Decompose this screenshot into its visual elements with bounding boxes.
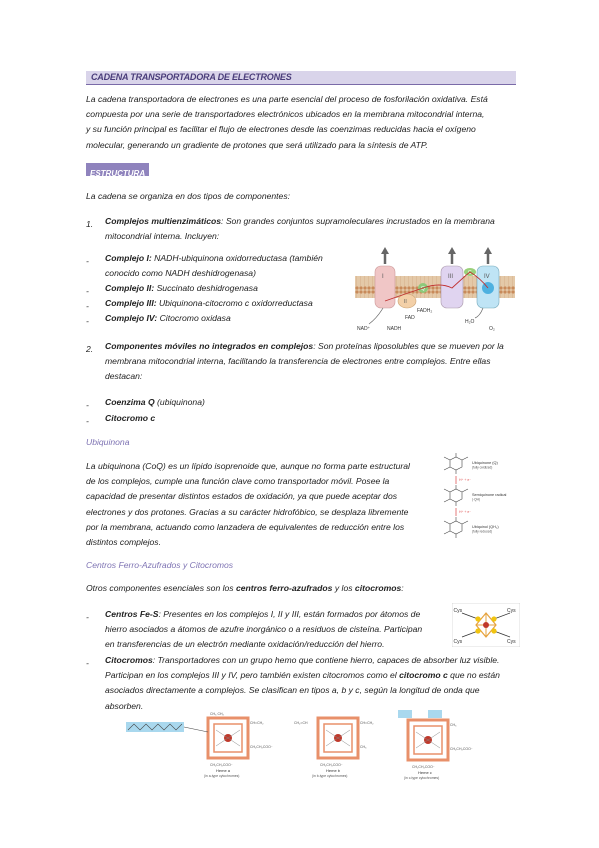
intro-line: molecular, generando un gradiente de protones que será utilizado para la síntesis de ATP. (86, 139, 428, 150)
ubiquinone-redox-figure (432, 452, 517, 552)
item2-text: : Son proteínas liposolubles que se mueven por la (313, 341, 504, 351)
intro-line: La cadena transportadora de electrones es una parte esencial del proceso de fosforilación oxidativa. Está (86, 94, 488, 104)
sulfur-atom (491, 616, 496, 621)
dash: - (86, 400, 89, 410)
fes-line: hierro asociados a átomos de azufre inorgánico o a residuos de cisteína. Participan (105, 624, 423, 635)
dash: - (86, 316, 89, 326)
title-bar (86, 71, 516, 85)
semiquinone-label: Semiquinone radical (472, 493, 507, 497)
fe-intro-b: centros ferro-azufrados (236, 583, 333, 593)
mobile-1 (105, 395, 205, 410)
intro-line: y su función principal es facilitar el flujo de electrones desde las coenzimas reducidas hacia el oxígeno (86, 124, 476, 135)
item1-text: : Son grandes conjuntos supramoleculares incrustados en la membrana (221, 216, 495, 226)
complex-2-text: Succinato deshidrogenasa (154, 283, 258, 293)
fe-intro-d: citocromos (354, 583, 402, 593)
complex-1-text2: conocido como NADH deshidrogenasa) (105, 268, 256, 279)
svg-text:CH₂=CH: CH₂=CH (294, 721, 308, 725)
item1-text2: mitocondrial interna. Incluyen: (105, 231, 220, 242)
fes-paragraph (105, 607, 447, 653)
svg-text:H⁺ + e⁻: H⁺ + e⁻ (459, 510, 472, 514)
svg-text:CH=CH₂: CH=CH₂ (360, 721, 374, 725)
complex-3-text: Ubiquinona-citocromo c oxidorreductasa (156, 298, 313, 308)
fes-line: en transferencias de un electrón mediante oxidación/reducción del hierro. (105, 639, 385, 650)
svg-text:CH₂CH₂COO⁻: CH₂CH₂COO⁻ (412, 765, 435, 769)
svg-text:CH₂CH₂COO⁻: CH₂CH₂COO⁻ (450, 747, 473, 751)
electron-transport-chain-figure (355, 246, 515, 334)
svg-text:CH₃: CH₃ (450, 723, 457, 727)
fadh2-label: FADH₂ (417, 308, 433, 314)
sulfur-atom (475, 628, 480, 633)
heme-c (398, 710, 473, 780)
cys-label: Cys (507, 608, 516, 614)
complex-i-label: I (382, 274, 384, 280)
complex-4-bold: Complejo IV: (105, 313, 158, 323)
item2-text2: membrana mitocondrial interna, facilitando la transferencia de electrones entre complejos. Entre ellas (105, 356, 491, 367)
svg-text:CH₂CH₂COO⁻: CH₂CH₂COO⁻ (250, 745, 273, 749)
complex-iv-label: IV (484, 274, 490, 280)
dash: - (86, 612, 89, 622)
ubiquinol-sublabel: (fully reduced) (472, 529, 493, 534)
heme-a-sublabel: (in a-type cytochromes) (204, 774, 240, 778)
heme-a (184, 712, 273, 778)
section-tag (86, 163, 149, 176)
ubiquinol-label: Ubiquinol (QH₂) (472, 525, 499, 529)
fe-intro (86, 581, 404, 596)
sulfur-atom (491, 628, 496, 633)
mobile-1-text: (ubiquinona) (154, 397, 205, 407)
item2-text3: destacan: (105, 371, 143, 382)
iron-atom (483, 622, 489, 628)
heme-c-sublabel: (in c-type cytochromes) (404, 776, 440, 780)
item1-paragraph (105, 214, 516, 244)
semiquinone-sublabel: (·QH) (472, 497, 480, 502)
complex-2 (105, 281, 258, 296)
page-title: CADENA TRANSPORTADORA DE ELECTRONES (91, 72, 292, 82)
ubiquinone-sublabel: (fully oxidized) (472, 465, 493, 470)
cys-label: Cys (507, 639, 516, 645)
ubiquinona-line: capacidad de presentar distintos estados de oxidación, ya que puede aceptar dos (86, 491, 398, 502)
nad-label: NAD⁺ (357, 326, 371, 332)
dash: - (86, 286, 89, 296)
item2-paragraph (105, 339, 516, 385)
cyt-paragraph (105, 653, 517, 714)
section-tag-label: ESTRUCTURA (90, 169, 146, 178)
complex-1 (105, 251, 350, 281)
fe-intro-e: : (401, 583, 404, 593)
svg-text:H⁺ + e⁻: H⁺ + e⁻ (459, 478, 472, 482)
cys-label: Cys (453, 608, 463, 614)
q-label: Q (421, 286, 425, 292)
mobile-2 (105, 411, 155, 426)
ubiquinona-line: La ubiquinona (CoQ) es un lípido isoprenoide que, aunque no forma parte estructural (86, 461, 410, 471)
iron-sulfur-cluster-figure (452, 603, 520, 647)
cyt-line: asociados directamente a complejos. Se clasifican en tipos a, b y c, según la longitud de onda que (105, 685, 480, 696)
svg-text:CH₃ CH₂: CH₃ CH₂ (210, 712, 224, 716)
complex-i-shape (375, 266, 395, 308)
mobile-1-bold: Coenzima Q (105, 397, 155, 407)
heme-b (294, 718, 374, 778)
ubiquinona-line: por la membrana, actuando como lanzadera de equivalentes de reducción entre los (86, 521, 405, 532)
h2o-label: H₂O (465, 319, 475, 325)
cyt-bold-inline: citocromo c (399, 670, 448, 681)
complex-4 (105, 311, 231, 326)
complex-iii-shape (441, 266, 463, 308)
dash: - (86, 301, 89, 311)
cyt-line: que no están (447, 670, 500, 681)
nadh-label: NADH (387, 326, 402, 332)
cyt-bold: Citocromos (105, 655, 153, 665)
heme-b-sublabel: (in b-type cytochromes) (312, 774, 348, 778)
fe-heading: Centros Ferro-Azufrados y Citocromos (86, 560, 234, 570)
ubiquinona-line: de los complejos, cumple una función clave como transportador móvil. Posee la (86, 476, 390, 487)
complex-ii-shape (398, 294, 416, 308)
complex-1-bold: Complejo I: (105, 253, 152, 263)
o2-label: O₂ (489, 326, 495, 332)
heme-a-caption: Heme a (216, 768, 231, 773)
intro-paragraph (86, 92, 516, 153)
svg-text:CH=CH₂: CH=CH₂ (250, 721, 264, 725)
complex-ii-label: II (404, 299, 407, 305)
item2-number: 2. (86, 344, 94, 354)
ubiquinona-heading: Ubiquinona (86, 437, 130, 447)
cyt-line: : Transportadores con un grupo hemo que contiene hierro, capaces de absorber luz visible. (152, 655, 500, 665)
heme-b-caption: Heme b (326, 768, 341, 773)
heme-structures-figure (126, 710, 478, 780)
intro-line: compuesta por una serie de transportadores electrónicos ubicados en la membrana mitocondrial interna, (86, 109, 485, 120)
structure-intro: La cadena se organiza en dos tipos de componentes: (86, 191, 291, 201)
mobile-2-bold: Citocromo c (105, 413, 156, 423)
complex-3-bold: Complejo III: (105, 298, 157, 308)
item2-bold: Componentes móviles no integrados en complejos (105, 341, 314, 351)
dash: - (86, 658, 89, 668)
sulfur-atom (475, 616, 480, 621)
svg-text:CH₂CH₂COO⁻: CH₂CH₂COO⁻ (210, 763, 233, 767)
svg-text:CH₃: CH₃ (360, 745, 367, 749)
ubiquinone-label: Ubiquinone (Q) (472, 461, 498, 465)
fe-intro-c: y los (332, 583, 355, 593)
fes-bold: Centros Fe-S (105, 609, 159, 619)
complex-4-text: Citocromo oxidasa (157, 313, 231, 323)
cyt-line: absorben. (105, 700, 144, 711)
item1-number: 1. (86, 219, 94, 229)
fes-line: : Presentes en los complejos I, II y III, están formados por átomos de (158, 609, 421, 619)
complex-1-text: NADH-ubiquinona oxidorreductasa (también (151, 253, 323, 263)
cyt-line: Participan en los complejos III y IV, pero también existen citocromos como el (105, 670, 400, 681)
ubiquinona-paragraph (86, 459, 426, 550)
complex-3 (105, 296, 313, 311)
dash: - (86, 256, 89, 266)
ubiquinona-line: electrones y dos protones. Gracias a su carácter hidrofóbico, se desplaza libremente (86, 506, 409, 517)
item1-bold: Complejos multienzimáticos (105, 216, 222, 226)
complex-2-bold: Complejo II: (105, 283, 155, 293)
c-label: C (468, 270, 472, 276)
ubiquinona-line: distintos complejos. (86, 537, 161, 548)
fad-label: FAD (405, 315, 415, 321)
cys-label: Cys (453, 639, 463, 645)
svg-text:CH₂CH₂COO⁻: CH₂CH₂COO⁻ (320, 763, 343, 767)
fe-intro-a: Otros componentes esenciales son los (86, 583, 236, 593)
dash: - (86, 416, 89, 426)
complex-iii-label: III (448, 274, 454, 280)
heme-c-caption: Heme c (418, 770, 432, 775)
